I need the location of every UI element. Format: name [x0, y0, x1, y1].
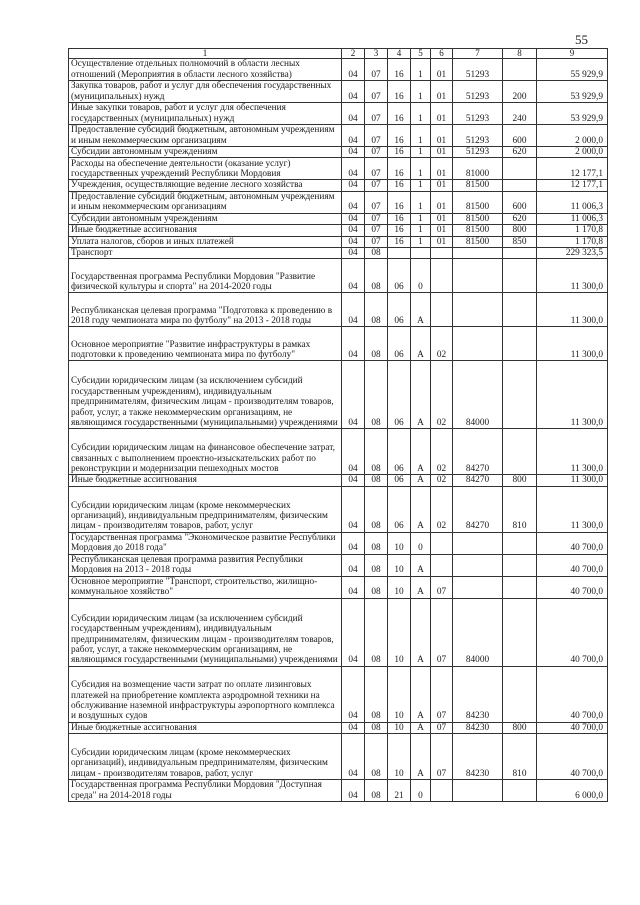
amount: 229 323,5	[537, 248, 608, 259]
event-code: 07	[431, 598, 453, 666]
subprogram-code: А	[411, 722, 431, 733]
section-code: 04	[342, 147, 365, 158]
row-name: Основное мероприятие "Транспорт, строительство, жилищно-коммунальное хозяйство"	[69, 576, 342, 598]
subprogram-code: А	[411, 598, 431, 666]
budget-table	[68, 48, 608, 802]
subsection-code: 08	[365, 361, 388, 429]
subprogram-code: А	[411, 554, 431, 576]
direction-code	[453, 327, 503, 361]
expense-type-code	[503, 293, 537, 327]
section-code: 04	[342, 532, 365, 554]
direction-code	[453, 248, 503, 259]
row-name: Субсидии юридическим лицам (за исключением субсидий государственным учреждениям), индивидуальным предпринимателям, физическим лицам - производителям товаров, работ, услуг, а также некоммерческим организациям, не являющимся государственными (муниципальными) учреждениями	[69, 598, 342, 666]
row-name: Уплата налогов, сборов и иных платежей	[69, 236, 342, 247]
column-number: 4	[388, 49, 411, 59]
column-number: 9	[537, 49, 608, 59]
program-code: 10	[388, 532, 411, 554]
amount: 12 177,1	[537, 158, 608, 180]
row-name: Субсидии автономным учреждениям	[69, 147, 342, 158]
subprogram-code: А	[411, 576, 431, 598]
program-code: 16	[388, 236, 411, 247]
section-code: 04	[342, 734, 365, 780]
row-name: Республиканская целевая программа "Подготовка к проведению в 2018 году чемпионата мира по футболу" на 2013 - 2018 годы	[69, 293, 342, 327]
direction-code: 51293	[453, 147, 503, 158]
subsection-code: 08	[365, 475, 388, 486]
event-code: 02	[431, 327, 453, 361]
direction-code: 51293	[453, 125, 503, 147]
event-code: 02	[431, 486, 453, 532]
program-code: 16	[388, 59, 411, 81]
program-code: 06	[388, 259, 411, 293]
table-row	[69, 225, 608, 236]
expense-type-code: 600	[503, 125, 537, 147]
expense-type-code	[503, 576, 537, 598]
direction-code: 84000	[453, 598, 503, 666]
section-code: 04	[342, 125, 365, 147]
amount: 40 700,0	[537, 722, 608, 733]
amount: 11 006,3	[537, 191, 608, 213]
expense-type-code	[503, 429, 537, 475]
section-code: 04	[342, 180, 365, 191]
subprogram-code: 1	[411, 236, 431, 247]
subprogram-code: А	[411, 486, 431, 532]
event-code: 02	[431, 429, 453, 475]
expense-type-code: 620	[503, 213, 537, 224]
column-number: 3	[365, 49, 388, 59]
section-code: 04	[342, 225, 365, 236]
direction-code: 51293	[453, 59, 503, 81]
subsection-code: 08	[365, 734, 388, 780]
subsection-code: 07	[365, 125, 388, 147]
column-number: 6	[431, 49, 453, 59]
subsection-code: 08	[365, 666, 388, 722]
direction-code	[453, 780, 503, 802]
program-code: 16	[388, 191, 411, 213]
amount: 40 700,0	[537, 666, 608, 722]
amount: 2 000,0	[537, 125, 608, 147]
event-code	[431, 248, 453, 259]
program-code	[388, 248, 411, 259]
row-name: Государственная программа "Экономическое развитие Республики Мордовия до 2018 года"	[69, 532, 342, 554]
subprogram-code: А	[411, 327, 431, 361]
table-row	[69, 734, 608, 780]
subsection-code: 07	[365, 191, 388, 213]
row-name: Расходы на обеспечение деятельности (оказание услуг) государственных учреждений Республики Мордовия	[69, 158, 342, 180]
section-code: 04	[342, 475, 365, 486]
subprogram-code: 1	[411, 191, 431, 213]
row-name: Иные бюджетные ассигнования	[69, 722, 342, 733]
expense-type-code: 600	[503, 191, 537, 213]
subprogram-code: А	[411, 293, 431, 327]
expense-type-code	[503, 598, 537, 666]
table-row	[69, 475, 608, 486]
event-code: 07	[431, 576, 453, 598]
row-name: Транспорт	[69, 248, 342, 259]
expense-type-code: 800	[503, 722, 537, 733]
subsection-code: 08	[365, 532, 388, 554]
row-name: Субсидии юридическим лицам (кроме некоммерческих организаций), индивидуальным предпринимателям, физическим лицам - производителям товаров, работ, услуг	[69, 734, 342, 780]
amount: 6 000,0	[537, 780, 608, 802]
event-code: 01	[431, 59, 453, 81]
event-code: 07	[431, 722, 453, 733]
subprogram-code: А	[411, 361, 431, 429]
event-code	[431, 780, 453, 802]
expense-type-code: 240	[503, 103, 537, 125]
section-code: 04	[342, 598, 365, 666]
amount: 40 700,0	[537, 576, 608, 598]
direction-code: 84230	[453, 722, 503, 733]
subprogram-code: 0	[411, 780, 431, 802]
subsection-code: 07	[365, 225, 388, 236]
amount: 12 177,1	[537, 180, 608, 191]
expense-type-code: 850	[503, 236, 537, 247]
expense-type-code: 810	[503, 486, 537, 532]
event-code: 01	[431, 125, 453, 147]
direction-code	[453, 576, 503, 598]
subsection-code: 08	[365, 722, 388, 733]
subprogram-code: 1	[411, 158, 431, 180]
direction-code: 81500	[453, 225, 503, 236]
expense-type-code	[503, 666, 537, 722]
section-code: 04	[342, 259, 365, 293]
subsection-code: 07	[365, 81, 388, 103]
program-code: 16	[388, 81, 411, 103]
amount: 40 700,0	[537, 598, 608, 666]
column-number-row	[69, 49, 608, 59]
table-row	[69, 147, 608, 158]
subprogram-code: 1	[411, 103, 431, 125]
amount: 40 700,0	[537, 734, 608, 780]
direction-code: 81500	[453, 180, 503, 191]
section-code: 04	[342, 554, 365, 576]
section-code: 04	[342, 158, 365, 180]
row-name: Закупка товаров, работ и услуг для обеспечения государственных (муниципальных) нужд	[69, 81, 342, 103]
direction-code	[453, 532, 503, 554]
expense-type-code: 810	[503, 734, 537, 780]
table-row	[69, 327, 608, 361]
direction-code: 81500	[453, 213, 503, 224]
subsection-code: 08	[365, 576, 388, 598]
section-code: 04	[342, 236, 365, 247]
subsection-code: 08	[365, 248, 388, 259]
subsection-code: 08	[365, 327, 388, 361]
expense-type-code	[503, 780, 537, 802]
program-code: 16	[388, 225, 411, 236]
event-code: 01	[431, 191, 453, 213]
column-number: 1	[69, 49, 342, 59]
event-code: 02	[431, 361, 453, 429]
expense-type-code	[503, 327, 537, 361]
direction-code: 84230	[453, 666, 503, 722]
table-row	[69, 486, 608, 532]
subprogram-code: А	[411, 734, 431, 780]
column-number: 2	[342, 49, 365, 59]
table-row	[69, 180, 608, 191]
subsection-code: 07	[365, 59, 388, 81]
subsection-code: 08	[365, 293, 388, 327]
table-row	[69, 598, 608, 666]
subsection-code: 07	[365, 180, 388, 191]
column-number: 7	[453, 49, 503, 59]
section-code: 04	[342, 576, 365, 598]
subsection-code: 07	[365, 103, 388, 125]
amount: 2 000,0	[537, 147, 608, 158]
row-name: Субсидии юридическим лицам на финансовое обеспечение затрат, связанных с выполнением проектно-изыскательских работ по реконструкции и модернизации пешеходных мостов	[69, 429, 342, 475]
subsection-code: 08	[365, 486, 388, 532]
table-row	[69, 576, 608, 598]
program-code: 21	[388, 780, 411, 802]
program-code: 16	[388, 103, 411, 125]
amount: 11 300,0	[537, 429, 608, 475]
expense-type-code	[503, 259, 537, 293]
program-code: 16	[388, 147, 411, 158]
expense-type-code	[503, 180, 537, 191]
direction-code: 84230	[453, 734, 503, 780]
program-code: 06	[388, 475, 411, 486]
subprogram-code: 0	[411, 532, 431, 554]
table-row	[69, 191, 608, 213]
subprogram-code: 1	[411, 147, 431, 158]
program-code: 16	[388, 125, 411, 147]
program-code: 16	[388, 158, 411, 180]
section-code: 04	[342, 59, 365, 81]
subprogram-code: А	[411, 475, 431, 486]
program-code: 06	[388, 327, 411, 361]
subsection-code: 08	[365, 598, 388, 666]
program-code: 10	[388, 722, 411, 733]
program-code: 16	[388, 180, 411, 191]
subprogram-code: 1	[411, 125, 431, 147]
row-name: Иные бюджетные ассигнования	[69, 225, 342, 236]
subsection-code: 07	[365, 147, 388, 158]
program-code: 10	[388, 734, 411, 780]
subprogram-code: А	[411, 429, 431, 475]
table-row	[69, 81, 608, 103]
expense-type-code	[503, 59, 537, 81]
program-code: 10	[388, 666, 411, 722]
expense-type-code	[503, 532, 537, 554]
program-code: 10	[388, 554, 411, 576]
amount: 11 300,0	[537, 486, 608, 532]
section-code: 04	[342, 666, 365, 722]
section-code: 04	[342, 293, 365, 327]
expense-type-code	[503, 554, 537, 576]
amount: 53 929,9	[537, 103, 608, 125]
event-code: 07	[431, 734, 453, 780]
section-code: 04	[342, 191, 365, 213]
section-code: 04	[342, 780, 365, 802]
table-row	[69, 532, 608, 554]
event-code: 01	[431, 213, 453, 224]
direction-code: 81500	[453, 191, 503, 213]
direction-code: 81000	[453, 158, 503, 180]
expense-type-code	[503, 248, 537, 259]
event-code: 01	[431, 103, 453, 125]
subsection-code: 08	[365, 780, 388, 802]
direction-code: 84000	[453, 361, 503, 429]
event-code: 07	[431, 666, 453, 722]
amount: 11 300,0	[537, 361, 608, 429]
row-name: Государственная программа Республики Мордовия "Доступная среда" на 2014-2018 годы	[69, 780, 342, 802]
subsection-code: 07	[365, 158, 388, 180]
subprogram-code	[411, 248, 431, 259]
page-number: 55	[575, 32, 588, 47]
amount: 40 700,0	[537, 554, 608, 576]
subprogram-code: 1	[411, 213, 431, 224]
event-code: 01	[431, 236, 453, 247]
program-code: 06	[388, 429, 411, 475]
table-row	[69, 780, 608, 802]
row-name: Субсидии автономным учреждениям	[69, 213, 342, 224]
section-code: 04	[342, 213, 365, 224]
row-name: Государственная программа Республики Мордовия "Развитие физической культуры и спорта" на 2014-2020 годы	[69, 259, 342, 293]
amount: 11 006,3	[537, 213, 608, 224]
table-row	[69, 248, 608, 259]
program-code: 06	[388, 293, 411, 327]
subprogram-code: 1	[411, 180, 431, 191]
event-code: 01	[431, 158, 453, 180]
amount: 11 300,0	[537, 475, 608, 486]
expense-type-code: 620	[503, 147, 537, 158]
section-code: 04	[342, 81, 365, 103]
program-code: 06	[388, 486, 411, 532]
direction-code: 84270	[453, 475, 503, 486]
program-code: 16	[388, 213, 411, 224]
row-name: Субсидия на возмещение части затрат по оплате лизинговых платежей на приобретение комплекта аэродромной техники на обслуживание наземной инфраструктуры аэропортного комплекса и воздушных судов	[69, 666, 342, 722]
section-code: 04	[342, 486, 365, 532]
table-row	[69, 158, 608, 180]
table-row	[69, 666, 608, 722]
subprogram-code: 0	[411, 259, 431, 293]
direction-code: 84270	[453, 486, 503, 532]
table-row	[69, 361, 608, 429]
event-code: 02	[431, 475, 453, 486]
program-code: 10	[388, 598, 411, 666]
event-code	[431, 293, 453, 327]
section-code: 04	[342, 429, 365, 475]
table-row	[69, 236, 608, 247]
row-name: Основное мероприятие "Развитие инфраструктуры в рамках подготовки к проведению чемпионата мира по футболу"	[69, 327, 342, 361]
section-code: 04	[342, 248, 365, 259]
program-code: 10	[388, 576, 411, 598]
row-name: Субсидии юридическим лицам (кроме некоммерческих организаций), индивидуальным предпринимателям, физическим лицам - производителям товаров, работ, услуг	[69, 486, 342, 532]
row-name: Осуществление отдельных полномочий в области лесных отношений (Мероприятия в области лесного хозяйства)	[69, 59, 342, 81]
direction-code: 81500	[453, 236, 503, 247]
table-row	[69, 722, 608, 733]
subsection-code: 08	[365, 259, 388, 293]
expense-type-code	[503, 361, 537, 429]
amount: 11 300,0	[537, 327, 608, 361]
subsection-code: 07	[365, 213, 388, 224]
table-row	[69, 429, 608, 475]
subprogram-code: 1	[411, 59, 431, 81]
row-name: Предоставление субсидий бюджетным, автономным учреждениям и иным некоммерческим организациям	[69, 191, 342, 213]
direction-code: 51293	[453, 103, 503, 125]
subprogram-code: 1	[411, 225, 431, 236]
event-code: 01	[431, 81, 453, 103]
amount: 11 300,0	[537, 259, 608, 293]
event-code: 01	[431, 180, 453, 191]
table-row	[69, 213, 608, 224]
section-code: 04	[342, 722, 365, 733]
direction-code: 84270	[453, 429, 503, 475]
row-name: Субсидии юридическим лицам (за исключением субсидий государственным учреждениям), индивидуальным предпринимателям, физическим лицам - производителям товаров, работ, услуг, а также некоммерческим организациям, не являющимся государственными (муниципальными) учреждениями	[69, 361, 342, 429]
direction-code: 51293	[453, 81, 503, 103]
row-name: Иные бюджетные ассигнования	[69, 475, 342, 486]
column-number: 8	[503, 49, 537, 59]
table-row	[69, 59, 608, 81]
row-name: Республиканская целевая программа развития Республики Мордовия на 2013 - 2018 годы	[69, 554, 342, 576]
event-code: 01	[431, 225, 453, 236]
amount: 40 700,0	[537, 532, 608, 554]
column-number: 5	[411, 49, 431, 59]
subsection-code: 07	[365, 236, 388, 247]
expense-type-code: 200	[503, 81, 537, 103]
section-code: 04	[342, 103, 365, 125]
row-name: Учреждения, осуществляющие ведение лесного хозяйства	[69, 180, 342, 191]
row-name: Иные закупки товаров, работ и услуг для обеспечения государственных (муниципальных) нужд	[69, 103, 342, 125]
direction-code	[453, 293, 503, 327]
event-code	[431, 259, 453, 293]
event-code	[431, 532, 453, 554]
direction-code	[453, 554, 503, 576]
table-row	[69, 103, 608, 125]
amount: 53 929,9	[537, 81, 608, 103]
expense-type-code: 800	[503, 225, 537, 236]
subprogram-code: А	[411, 666, 431, 722]
section-code: 04	[342, 361, 365, 429]
row-name: Предоставление субсидий бюджетным, автономным учреждениям и иным некоммерческим организациям	[69, 125, 342, 147]
table-row	[69, 554, 608, 576]
table-row	[69, 293, 608, 327]
section-code: 04	[342, 327, 365, 361]
direction-code	[453, 259, 503, 293]
amount: 1 170,8	[537, 236, 608, 247]
amount: 1 170,8	[537, 225, 608, 236]
program-code: 06	[388, 361, 411, 429]
table-row	[69, 259, 608, 293]
subprogram-code: 1	[411, 81, 431, 103]
amount: 55 929,9	[537, 59, 608, 81]
expense-type-code: 800	[503, 475, 537, 486]
event-code: 01	[431, 147, 453, 158]
subsection-code: 08	[365, 554, 388, 576]
amount: 11 300,0	[537, 293, 608, 327]
table-row	[69, 125, 608, 147]
event-code	[431, 554, 453, 576]
subsection-code: 08	[365, 429, 388, 475]
expense-type-code	[503, 158, 537, 180]
